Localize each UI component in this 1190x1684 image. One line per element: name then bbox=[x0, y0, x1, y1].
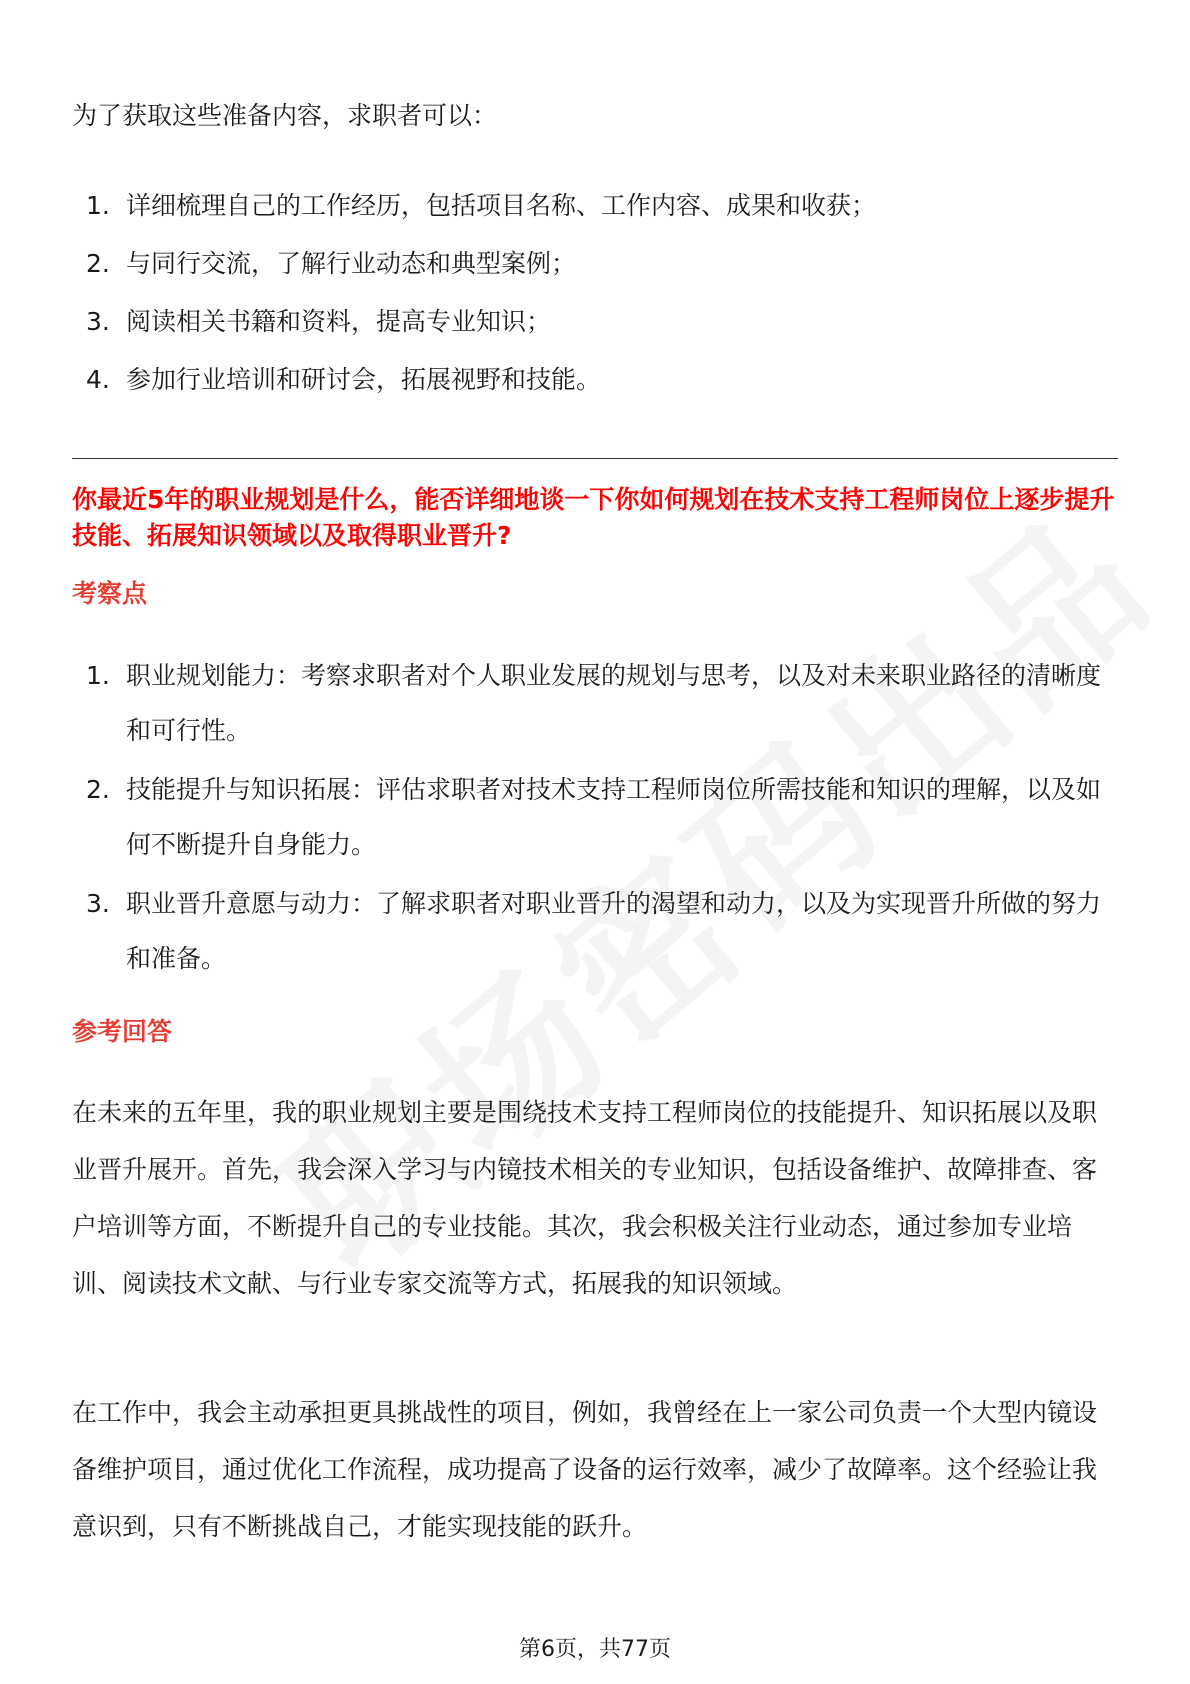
answer-paragraph: 在未来的五年里，我的职业规划主要是围绕技术支持工程师岗位的技能提升、知识拓展以及职业晋升展开。首先，我会深入学习与内镜技术相关的专业知识，包括设备维护、故障排查、客户培训等方面，不断提升自己的专业技能。其次，我会积极关注行业动态，通过参加专业培训、阅读技术文献、与行业专家交流等方式，拓展我的知识领域。 bbox=[72, 1098, 1098, 1298]
list-number: 2. bbox=[86, 249, 110, 278]
list-item-text: 职业规划能力：考察求职者对个人职业发展的规划与思考，以及对未来职业路径的清晰度和可行性。 bbox=[126, 661, 1102, 745]
list-item bbox=[72, 186, 1118, 226]
page-footer: 第6页，共77页 bbox=[519, 1637, 671, 1662]
list-item-text: 与同行交流，了解行业动态和典型案例； bbox=[126, 249, 577, 278]
list-item bbox=[72, 648, 1118, 758]
list-item bbox=[72, 360, 1118, 400]
list-item bbox=[72, 876, 1118, 986]
list-item-text: 阅读相关书籍和资料，提高专业知识； bbox=[126, 307, 552, 336]
intro-text: 为了获取这些准备内容，求职者可以： bbox=[72, 101, 498, 130]
list-item bbox=[72, 244, 1118, 284]
answer-paragraph: 在工作中，我会主动承担更具挑战性的项目，例如，我曾经在上一家公司负责一个大型内镜设备维护项目，通过优化工作流程，成功提高了设备的运行效率，减少了故障率。这个经验让我意识到，只有不断挑战自己，才能实现技能的跃升。 bbox=[72, 1398, 1098, 1541]
prep-list bbox=[72, 186, 1118, 418]
section-title-examine: 考察点 bbox=[72, 579, 148, 608]
list-number: 3. bbox=[86, 307, 110, 336]
list-number: 3. bbox=[86, 889, 110, 918]
interview-question: 你最近5年的职业规划是什么，能否详细地谈一下你如何规划在技术支持工程师岗位上逐步提升技能、拓展知识领域以及取得职业晋升? bbox=[72, 485, 1115, 550]
examine-list bbox=[72, 648, 1118, 990]
list-number: 1. bbox=[86, 191, 110, 220]
list-item-text: 详细梳理自己的工作经历，包括项目名称、工作内容、成果和收获； bbox=[126, 191, 877, 220]
section-title-answer: 参考回答 bbox=[72, 1017, 173, 1046]
list-item-text: 参加行业培训和研讨会，拓展视野和技能。 bbox=[126, 365, 602, 394]
list-item-text: 职业晋升意愿与动力：了解求职者对职业晋升的渴望和动力，以及为实现晋升所做的努力和准备。 bbox=[126, 889, 1102, 973]
list-item bbox=[72, 302, 1118, 342]
section-divider bbox=[72, 458, 1118, 459]
list-item-text: 技能提升与知识拓展：评估求职者对技术支持工程师岗位所需技能和知识的理解，以及如何不断提升自身能力。 bbox=[126, 775, 1102, 859]
list-item bbox=[72, 762, 1118, 872]
list-number: 4. bbox=[86, 365, 110, 394]
list-number: 2. bbox=[86, 775, 110, 804]
list-number: 1. bbox=[86, 661, 110, 690]
